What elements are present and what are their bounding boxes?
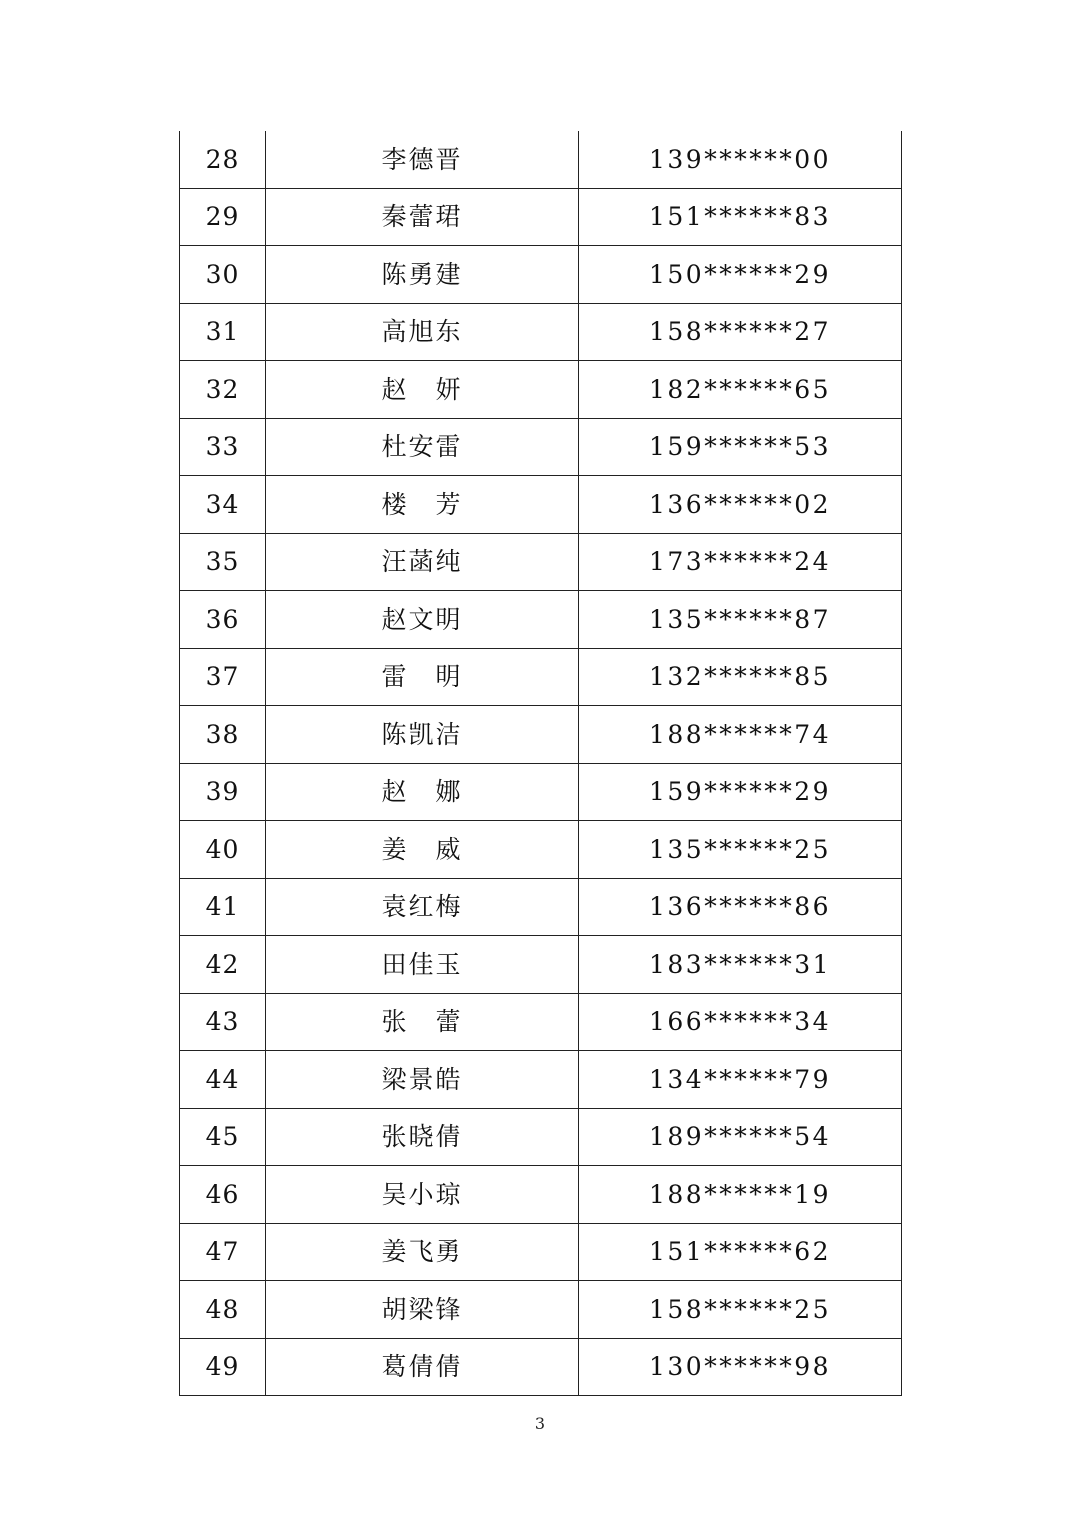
table-row <box>180 821 902 879</box>
row-number: 40 <box>180 821 266 879</box>
table-row <box>180 1166 902 1224</box>
phone-number: 130******98 <box>579 1338 902 1396</box>
person-name: 赵 妍 <box>266 361 579 419</box>
phone-number: 134******79 <box>579 1051 902 1109</box>
table-row <box>180 591 902 649</box>
table-row <box>180 131 902 188</box>
row-number: 48 <box>180 1281 266 1339</box>
person-name: 赵 娜 <box>266 763 579 821</box>
row-number: 39 <box>180 763 266 821</box>
row-number: 35 <box>180 533 266 591</box>
phone-number: 135******25 <box>579 821 902 879</box>
phone-number: 136******02 <box>579 476 902 534</box>
table-row <box>180 763 902 821</box>
person-name: 赵文明 <box>266 591 579 649</box>
table-row <box>180 533 902 591</box>
person-name: 张 蕾 <box>266 993 579 1051</box>
row-number: 49 <box>180 1338 266 1396</box>
row-number: 29 <box>180 188 266 246</box>
phone-number: 151******83 <box>579 188 902 246</box>
person-name: 陈凯洁 <box>266 706 579 764</box>
phone-number: 189******54 <box>579 1108 902 1166</box>
row-number: 28 <box>180 131 266 188</box>
person-name: 胡梁锋 <box>266 1281 579 1339</box>
table-row <box>180 476 902 534</box>
table-row <box>180 303 902 361</box>
row-number: 43 <box>180 993 266 1051</box>
phone-number: 183******31 <box>579 936 902 994</box>
person-name: 杜安雷 <box>266 418 579 476</box>
phone-number: 151******62 <box>579 1223 902 1281</box>
person-name: 雷 明 <box>266 648 579 706</box>
row-number: 30 <box>180 246 266 304</box>
row-number: 37 <box>180 648 266 706</box>
person-name: 姜 威 <box>266 821 579 879</box>
row-number: 32 <box>180 361 266 419</box>
row-number: 47 <box>180 1223 266 1281</box>
row-number: 33 <box>180 418 266 476</box>
table-row <box>180 361 902 419</box>
person-name: 秦蕾珺 <box>266 188 579 246</box>
row-number: 45 <box>180 1108 266 1166</box>
person-name: 高旭东 <box>266 303 579 361</box>
row-number: 44 <box>180 1051 266 1109</box>
table-row <box>180 993 902 1051</box>
table-row <box>180 1338 902 1396</box>
page-number: 3 <box>534 1414 546 1433</box>
person-name: 李德晋 <box>266 131 579 188</box>
phone-number: 139******00 <box>579 131 902 188</box>
phone-number: 159******29 <box>579 763 902 821</box>
row-number: 38 <box>180 706 266 764</box>
phone-number: 166******34 <box>579 993 902 1051</box>
person-name: 张晓倩 <box>266 1108 579 1166</box>
table-row <box>180 648 902 706</box>
table-row <box>180 936 902 994</box>
person-name: 葛倩倩 <box>266 1338 579 1396</box>
person-name: 汪菡纯 <box>266 533 579 591</box>
table-row <box>180 1051 902 1109</box>
table-row <box>180 878 902 936</box>
person-name: 吴小琼 <box>266 1166 579 1224</box>
row-number: 42 <box>180 936 266 994</box>
table-row <box>180 418 902 476</box>
table-row <box>180 706 902 764</box>
person-name: 田佳玉 <box>266 936 579 994</box>
phone-number: 132******85 <box>579 648 902 706</box>
table-row <box>180 1108 902 1166</box>
row-number: 34 <box>180 476 266 534</box>
phone-number: 136******86 <box>579 878 902 936</box>
table-row <box>180 188 902 246</box>
roster-table <box>179 131 902 1396</box>
roster-table-body <box>180 131 902 1396</box>
phone-number: 135******87 <box>579 591 902 649</box>
row-number: 36 <box>180 591 266 649</box>
phone-number: 158******25 <box>579 1281 902 1339</box>
table-row <box>180 1281 902 1339</box>
phone-number: 188******74 <box>579 706 902 764</box>
table-row <box>180 1223 902 1281</box>
person-name: 楼 芳 <box>266 476 579 534</box>
phone-number: 158******27 <box>579 303 902 361</box>
row-number: 41 <box>180 878 266 936</box>
phone-number: 150******29 <box>579 246 902 304</box>
phone-number: 182******65 <box>579 361 902 419</box>
person-name: 陈勇建 <box>266 246 579 304</box>
person-name: 袁红梅 <box>266 878 579 936</box>
row-number: 46 <box>180 1166 266 1224</box>
table-row <box>180 246 902 304</box>
phone-number: 173******24 <box>579 533 902 591</box>
phone-number: 159******53 <box>579 418 902 476</box>
person-name: 梁景皓 <box>266 1051 579 1109</box>
person-name: 姜飞勇 <box>266 1223 579 1281</box>
phone-number: 188******19 <box>579 1166 902 1224</box>
row-number: 31 <box>180 303 266 361</box>
